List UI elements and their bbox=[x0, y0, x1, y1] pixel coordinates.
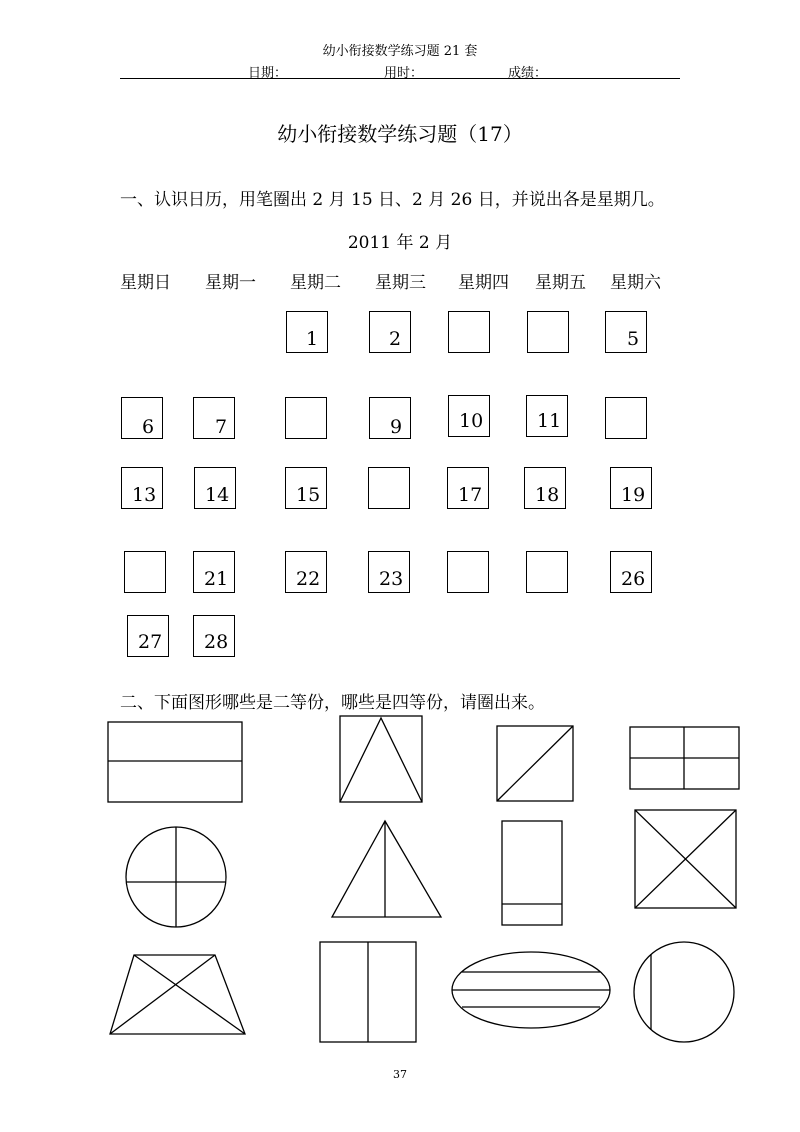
question-1-text: 一、认识日历，用笔圈出 2 月 15 日、2 月 26 日，并说出各是星期几。 bbox=[120, 190, 665, 210]
calendar-cell[interactable]: 15 bbox=[285, 467, 327, 509]
calendar-cell[interactable]: 19 bbox=[610, 467, 652, 509]
calendar-cell[interactable]: 23 bbox=[368, 551, 410, 593]
date-label: 日期： bbox=[248, 66, 288, 81]
calendar-cell[interactable]: 13 bbox=[121, 467, 163, 509]
time-label: 用时： bbox=[384, 66, 424, 81]
circle-quarters-icon[interactable] bbox=[126, 827, 226, 927]
circle-chord-icon[interactable] bbox=[634, 942, 734, 1042]
triangle-median-icon[interactable] bbox=[332, 821, 441, 917]
page-number: 37 bbox=[393, 1068, 407, 1081]
weekday-saturday: 星期六 bbox=[610, 273, 661, 293]
calendar-cell[interactable]: 27 bbox=[127, 615, 169, 657]
calendar-cell[interactable]: 10 bbox=[448, 395, 490, 437]
calendar-cell[interactable]: 1 bbox=[286, 311, 328, 353]
weekday-sunday: 星期日 bbox=[120, 273, 171, 293]
square-x-icon[interactable] bbox=[635, 810, 736, 908]
trapezoid-x-icon[interactable] bbox=[110, 955, 245, 1034]
square-vertical-split-icon[interactable] bbox=[320, 942, 416, 1042]
calendar-cell[interactable]: 18 bbox=[524, 467, 566, 509]
square-triangle-icon[interactable] bbox=[340, 716, 422, 802]
weekday-thursday: 星期四 bbox=[458, 273, 509, 293]
weekday-monday: 星期一 bbox=[205, 273, 256, 293]
score-label: 成绩： bbox=[508, 66, 548, 81]
rectangle-quarters-icon[interactable] bbox=[630, 727, 739, 789]
calendar-cell[interactable]: 7 bbox=[193, 397, 235, 439]
running-header-title: 幼小衔接数学练习题 21 套 bbox=[322, 44, 478, 59]
calendar-cell[interactable]: 21 bbox=[193, 551, 235, 593]
calendar-cell[interactable]: 22 bbox=[285, 551, 327, 593]
rectangle-horizontal-split-icon[interactable] bbox=[108, 722, 242, 802]
calendar-cell[interactable]: 6 bbox=[121, 397, 163, 439]
calendar-cell[interactable]: 9 bbox=[369, 397, 411, 439]
calendar-cell[interactable]: 2 bbox=[369, 311, 411, 353]
page-title: 幼小衔接数学练习题（17） bbox=[277, 122, 523, 146]
calendar-cell[interactable]: 5 bbox=[605, 311, 647, 353]
ellipse-striped-icon[interactable] bbox=[452, 952, 610, 1028]
calendar-cell[interactable]: 28 bbox=[193, 615, 235, 657]
calendar-cell[interactable]: 14 bbox=[194, 467, 236, 509]
calendar-month: 2011 年 2 月 bbox=[347, 233, 453, 253]
weekday-friday: 星期五 bbox=[535, 273, 586, 293]
rectangle-unequal-split-icon[interactable] bbox=[502, 821, 562, 925]
weekday-wednesday: 星期三 bbox=[375, 273, 426, 293]
weekday-tuesday: 星期二 bbox=[290, 273, 341, 293]
calendar-cell[interactable]: 11 bbox=[526, 395, 568, 437]
calendar-cell[interactable]: 26 bbox=[610, 551, 652, 593]
square-diagonal-icon[interactable] bbox=[497, 726, 573, 801]
question-2-text: 二、下面图形哪些是二等份，哪些是四等份，请圈出来。 bbox=[120, 693, 545, 713]
calendar-cell[interactable]: 17 bbox=[447, 467, 489, 509]
